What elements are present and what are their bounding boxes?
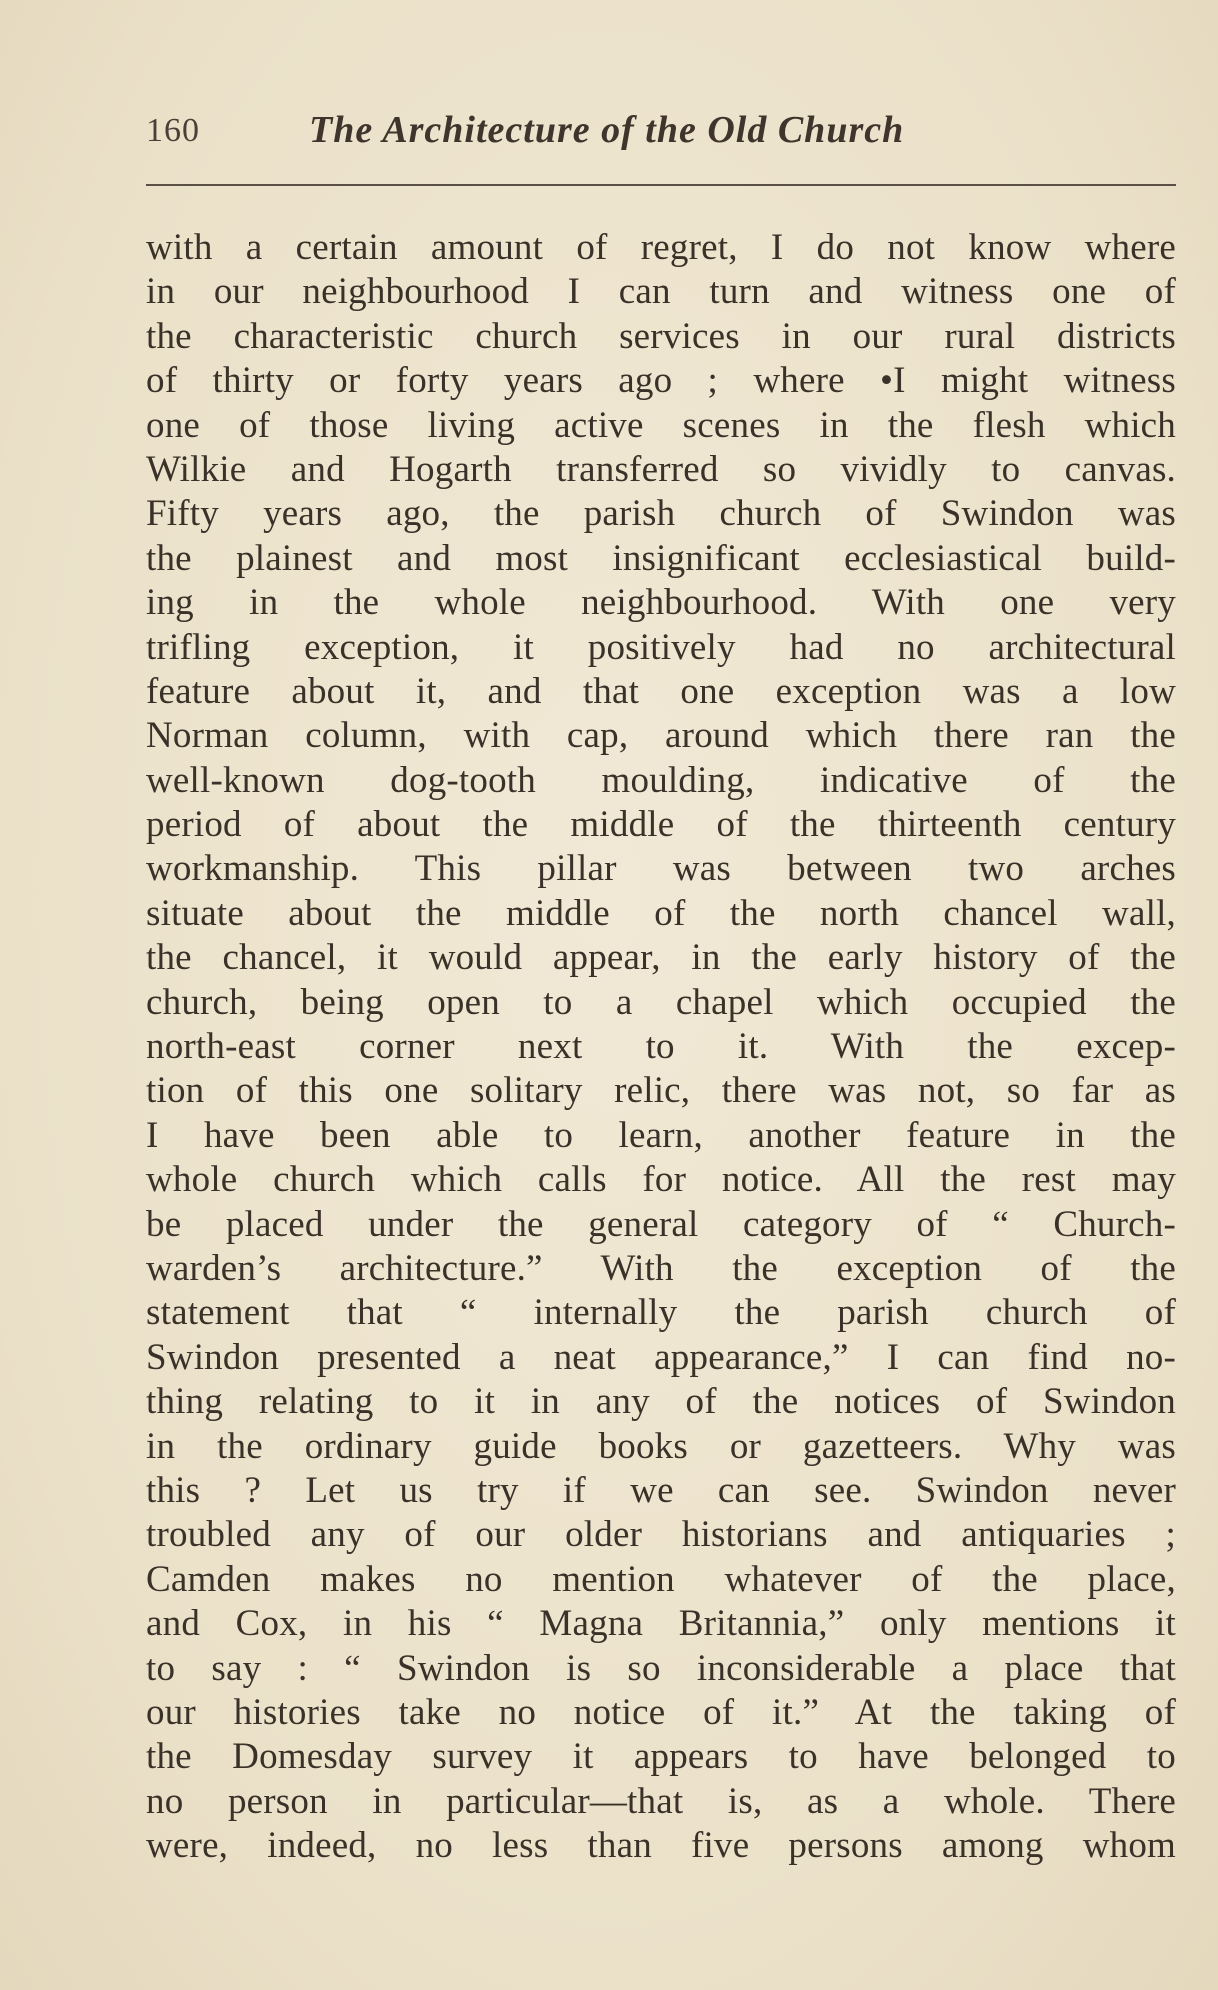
page-header [146,108,1176,158]
text-line: of thirty or forty years ago ; where •I might witness [146,360,1176,402]
text-line: tion of this one solitary relic, there was not, so far as [146,1070,1176,1112]
text-line: I have been able to learn, another feature in the [146,1114,1176,1156]
text-line: the plainest and most insignificant ecclesiastical build- [146,537,1176,579]
text-line: statement that “ internally the parish church of [146,1292,1176,1334]
text-line: north-east corner next to it. With the excep- [146,1026,1176,1068]
page-number: 160 [146,112,200,149]
text-line: in our neighbourhood I can turn and witness one of [146,271,1176,313]
text-line: with a certain amount of regret, I do not know where [146,227,1176,268]
text-line: this ? Let us try if we can see. Swindon never [146,1469,1176,1511]
text-line: warden’s architecture.” With the exception of the [146,1247,1176,1289]
text-line: trifling exception, it positively had no architectural [146,626,1176,668]
text-line: church, being open to a chapel which occupied the [146,981,1176,1023]
text-line: the Domesday survey it appears to have belonged to [146,1736,1176,1778]
text-line: Camden makes no mention whatever of the place, [146,1558,1176,1600]
text-line: feature about it, and that one exception was a low [146,670,1176,712]
text-line: no person in particular—that is, as a whole. There [146,1780,1176,1822]
text-line: well-known dog-tooth moulding, indicative of the [146,759,1176,801]
text-line: were, indeed, no less than five persons among whom [146,1825,1176,1867]
text-line: the characteristic church services in our rural districts [146,315,1176,357]
text-line: the chancel, it would appear, in the early history of the [146,937,1176,979]
text-line: situate about the middle of the north chancel wall, [146,892,1176,934]
text-line: be placed under the general category of “ Church- [146,1203,1176,1245]
text-line: Fifty years ago, the parish church of Swindon was [146,493,1176,535]
text-line: Swindon presented a neat appearance,” I can find no- [146,1336,1176,1378]
text-line: troubled any of our older historians and antiquaries ; [146,1514,1176,1556]
text-line: and Cox, in his “ Magna Britannia,” only mentions it [146,1603,1176,1645]
text-line: ing in the whole neighbourhood. With one very [146,582,1176,624]
text-line: one of those living active scenes in the flesh which [146,404,1176,446]
text-line: whole church which calls for notice. All the rest may [146,1159,1176,1201]
running-head-title: The Architecture of the Old Church [309,109,905,151]
text-line: thing relating to it in any of the notices of Swindon [146,1381,1176,1423]
body-text [146,226,1176,1868]
text-line: to say : “ Swindon is so inconsiderable a place that [146,1647,1176,1689]
text-line: in the ordinary guide books or gazetteers. Why was [146,1425,1176,1467]
text-line: our histories take no notice of it.” At the taking of [146,1691,1176,1733]
header-rule [146,184,1176,186]
text-line: Norman column, with cap, around which there ran the [146,715,1176,757]
text-line: period of about the middle of the thirteenth century [146,804,1176,846]
text-line: Wilkie and Hogarth transferred so vividly to canvas. [146,448,1176,490]
text-line: workmanship. This pillar was between two arches [146,848,1176,890]
